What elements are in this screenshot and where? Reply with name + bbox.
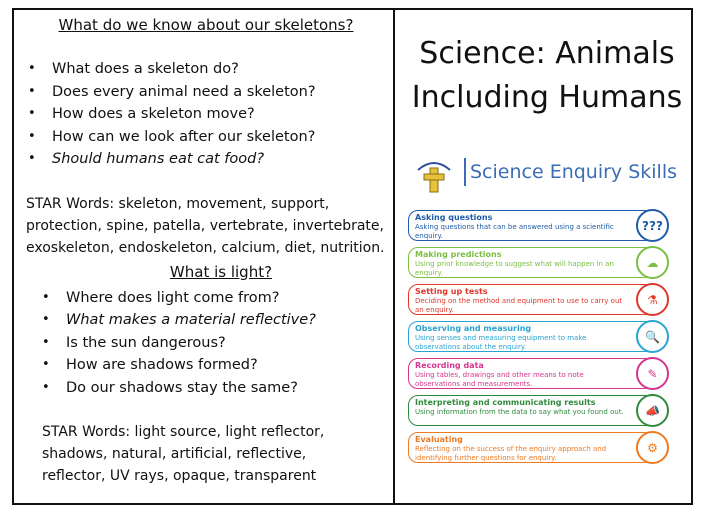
skill-card (408, 358, 664, 389)
enquiry-skills-logo (412, 152, 682, 196)
title-line-1: Science: Animals (419, 36, 675, 71)
skill-card (408, 395, 664, 426)
list-item: • Does every animal need a skeleton? (26, 81, 386, 104)
megaphone-icon: 📣 (636, 394, 669, 427)
list-item: • What does a skeleton do? (26, 58, 386, 81)
skill-card (408, 321, 664, 352)
skeleton-star-words: STAR Words: skeleton, movement, support, protection, spine, patella, vertebrate, invertebrate, exoskeleton, endoskeleton, calcium, diet, nutrition. (26, 195, 385, 256)
left-column (26, 14, 386, 487)
thought-cloud-icon: ☁ (636, 246, 669, 279)
skill-description: Using information from the data to say what you found out. (415, 408, 624, 416)
skill-card (408, 210, 664, 241)
skill-title: Asking questions (415, 213, 493, 222)
skill-description: Using prior knowledge to suggest what will happen in an enquiry. (415, 260, 614, 277)
beaker-icon: ⚗ (636, 283, 669, 316)
skill-card (408, 247, 664, 278)
light-questions (26, 287, 386, 400)
skeleton-heading: What do we know about our skeletons? (58, 16, 354, 34)
skill-title: Recording data (415, 361, 484, 370)
logo-separator (464, 158, 466, 186)
column-divider (393, 8, 395, 505)
light-heading: What is light? (169, 262, 273, 281)
skill-card (408, 284, 664, 315)
school-crest-icon (412, 156, 456, 196)
skill-description: Deciding on the method and equipment to use to carry out an enquiry. (415, 297, 623, 314)
list-item: • Should humans eat cat food? (26, 148, 386, 171)
skill-title: Making predictions (415, 250, 502, 259)
list-item: • What makes a material reflective? (40, 309, 386, 332)
skills-list (408, 210, 664, 469)
list-item: • How are shadows formed? (40, 354, 386, 377)
question-marks-icon: ??? (636, 209, 669, 242)
skill-card (408, 432, 664, 463)
light-star-words: STAR Words: light source, light reflector, shadows, natural, artificial, reflective, reflector, UV rays, opaque, transparent (42, 424, 325, 484)
skill-description: Using tables, drawings and other means to note observations and measurements. (415, 371, 584, 388)
title-line-2: Including Humans (411, 80, 683, 115)
skill-description: Using senses and measuring equipment to make observations about the enquiry. (415, 334, 587, 351)
list-item: • Is the sun dangerous? (40, 332, 386, 355)
magnifier-icon: 🔍 (636, 320, 669, 353)
logo-text: Science Enquiry Skills (470, 161, 678, 183)
list-item: • How can we look after our skeleton? (26, 126, 386, 149)
skill-title: Setting up tests (415, 287, 488, 296)
skill-title: Interpreting and communicating results (415, 398, 596, 407)
skill-title: Observing and measuring (415, 324, 532, 333)
skill-description: Asking questions that can be answered using a scientific enquiry. (415, 223, 614, 240)
list-item: • How does a skeleton move? (26, 103, 386, 126)
page-title (402, 32, 692, 120)
list-item: • Do our shadows stay the same? (40, 377, 386, 400)
skeleton-questions (26, 58, 386, 171)
skill-title: Evaluating (415, 435, 463, 444)
skill-description: Reflecting on the success of the enquiry approach and identifying further questions for enquiry. (415, 445, 607, 462)
cycle-gear-icon: ⚙ (636, 431, 669, 464)
pencil-icon: ✎ (636, 357, 669, 390)
list-item: • Where does light come from? (40, 287, 386, 310)
